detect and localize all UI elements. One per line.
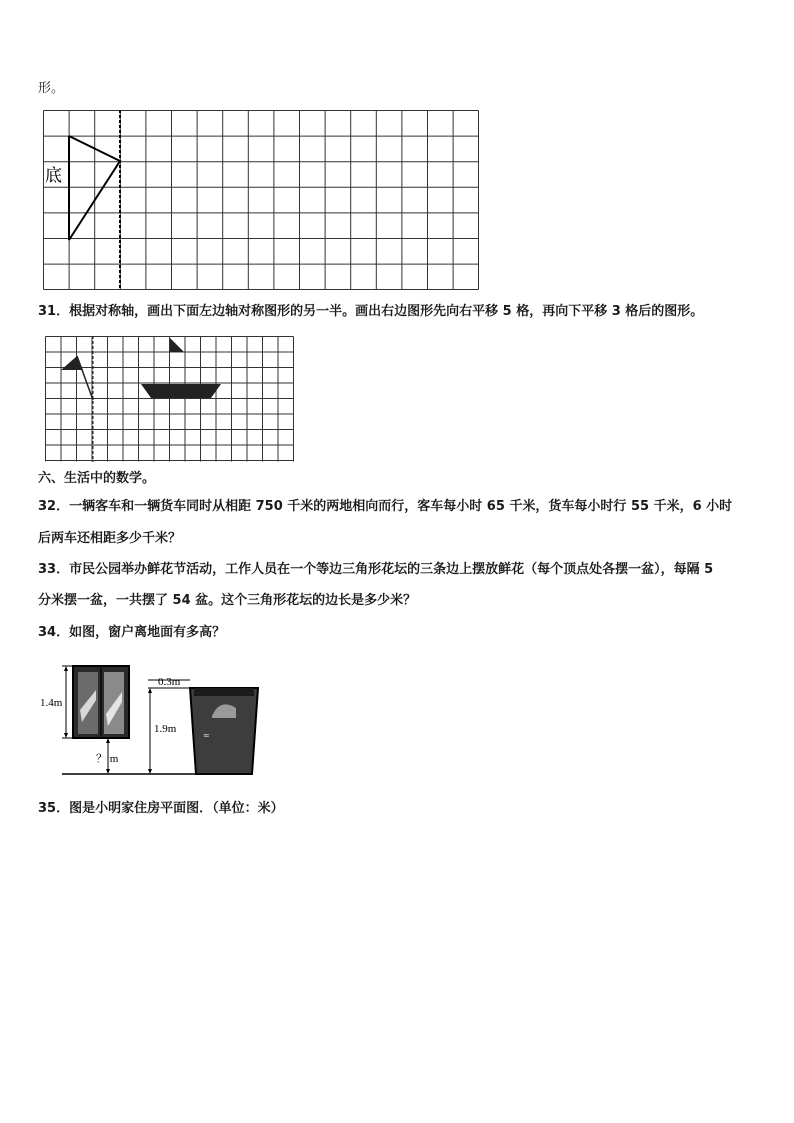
question-33-line2: 分米摆一盆，一共摆了 54 盆。这个三角形花坛的边长是多少米？ — [38, 593, 417, 608]
trapezoid-shape — [141, 384, 221, 398]
window-height-label: 1.4m — [40, 697, 63, 709]
question-31: 31．根据对称轴，画出下面左边轴对称图形的另一半。画出右边图形先向右平移 5 格，再向下平移 3 格后的图形。 — [38, 304, 704, 319]
question-32-line2: 后两车还相距多少千米？ — [38, 531, 182, 546]
gap-label: 0.3m — [158, 676, 181, 688]
cabinet-height-label: 1.9m — [154, 723, 177, 735]
cabinet — [190, 688, 258, 774]
triangle-label: 底 — [45, 166, 62, 186]
question-35: 35．图是小明家住房平面图．（单位：米） — [38, 801, 284, 816]
question-34: 34．如图，窗户离地面有多高？ — [38, 625, 226, 640]
question-33-line1: 33．市民公园举办鲜花节活动，工作人员在一个等边三角形花坛的三条边上摆放鲜花（每个顶点处各摆一盆），每隔 5 — [38, 562, 714, 577]
figure-symmetry-grid — [43, 110, 481, 292]
unknown-height-label: ？ m — [96, 753, 119, 765]
figure-window-height — [40, 660, 265, 780]
question-32-line1: 32．一辆客车和一辆货车同时从相距 750 千米的两地相向而行，客车每小时 65 千米，货车每小时行 55 千米，6 小时 — [38, 499, 733, 514]
figure-translation-grid — [45, 336, 295, 464]
section-6-heading: 六、生活中的数学。 — [38, 471, 156, 486]
svg-text:≈: ≈ — [203, 731, 210, 740]
small-flag-shape — [170, 338, 184, 352]
left-half-line — [77, 356, 93, 400]
fragment-text: 形。 — [38, 81, 65, 96]
